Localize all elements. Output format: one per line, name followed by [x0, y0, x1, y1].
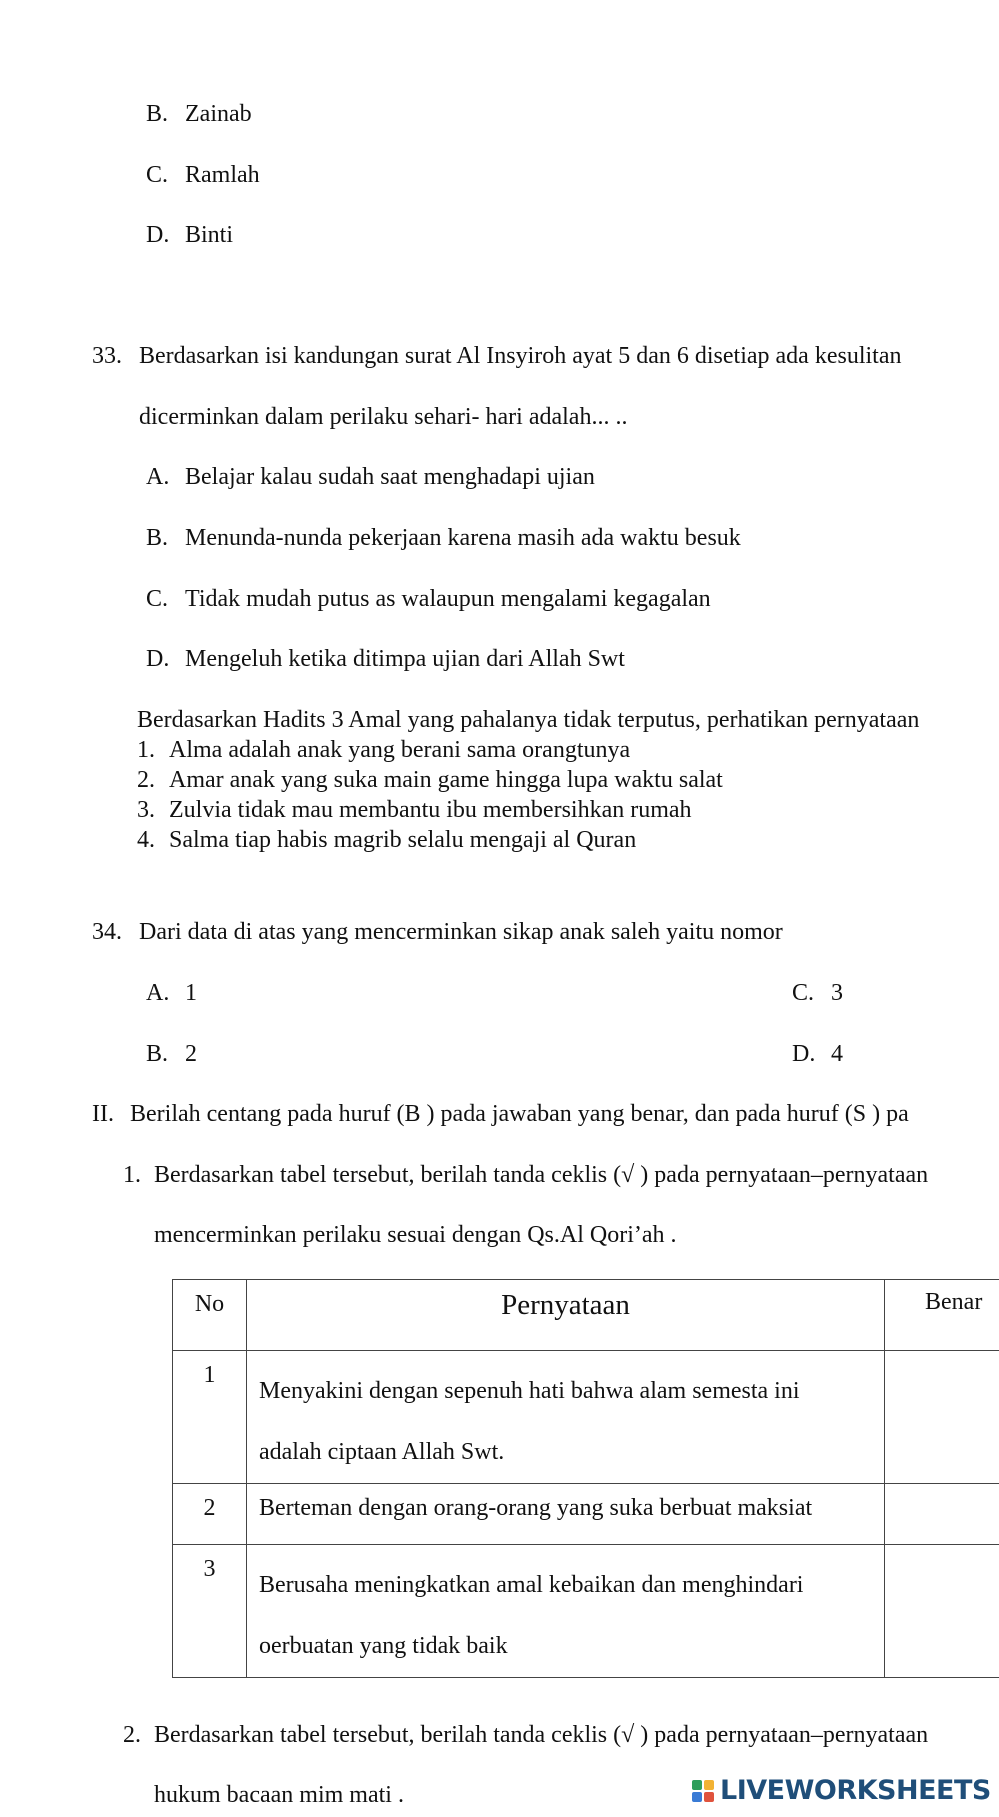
benar-checkbox-cell[interactable] [885, 1484, 999, 1545]
liveworksheets-wordmark: LIVEWORKSHEETS [720, 1774, 991, 1806]
q32-option-b-letter: B. [146, 101, 169, 127]
q33-option-text: Menunda-nunda pekerjaan karena masih ada waktu besuk [185, 525, 741, 551]
row-statement-line: Menyakini dengan sepenuh hati bahwa alam semesta ini [259, 1378, 800, 1404]
hadits-item-number: 3. [137, 797, 155, 823]
hadits-item-number: 1. [137, 737, 155, 763]
row-number: 1 [173, 1351, 247, 1484]
liveworksheets-logo [692, 1774, 991, 1808]
q34-question: Dari data di atas yang mencerminkan sikap anak saleh yaitu nomor [139, 919, 783, 945]
statement-table [172, 1279, 999, 1678]
logo-square-icon [692, 1792, 702, 1802]
section-2-number: II. [92, 1101, 114, 1127]
q33-option-text: Tidak mudah putus as walaupun mengalami kegagalan [185, 586, 711, 612]
row-statement-line: Berteman dengan orang-orang yang suka berbuat maksiat [259, 1495, 813, 1521]
logo-square-icon [704, 1792, 714, 1802]
q33-option-letter: C. [146, 586, 169, 612]
row-statement [247, 1484, 885, 1545]
table-row [173, 1545, 999, 1678]
logo-square-icon [704, 1780, 714, 1790]
row-statement [247, 1351, 885, 1484]
hadits-item-number: 4. [137, 827, 155, 853]
q34-option-c-text: 3 [831, 980, 843, 1006]
hadits-intro: Berdasarkan Hadits 3 Amal yang pahalanya tidak terputus, perhatikan pernyataan [137, 707, 920, 733]
item-2-number: 2. [123, 1722, 141, 1748]
header-no: No [173, 1280, 247, 1351]
row-statement-line: adalah ciptaan Allah Swt. [259, 1439, 505, 1465]
row-number: 3 [173, 1545, 247, 1678]
q32-option-c-letter: C. [146, 162, 169, 188]
hadits-item-text: Alma adalah anak yang berani sama orangtunya [169, 737, 631, 763]
q34-option-a-letter: A. [146, 980, 170, 1006]
q32-option-d-letter: D. [146, 222, 170, 248]
q34-option-d-letter: D. [792, 1041, 816, 1067]
q32-option-d-text: Binti [185, 222, 234, 248]
q32-option-c-text: Ramlah [185, 162, 260, 188]
table-header-row [173, 1280, 999, 1351]
item-2-line1: Berdasarkan tabel tersebut, berilah tanda ceklis (√ ) pada pernyataan–pernyataan [154, 1722, 929, 1748]
hadits-item-number: 2. [137, 767, 155, 793]
q34-option-b-text: 2 [185, 1041, 197, 1067]
item-2-line2: hukum bacaan mim mati . [154, 1782, 404, 1808]
q34-option-d-text: 4 [831, 1041, 843, 1067]
q33-number: 33. [92, 343, 122, 369]
q34-option-a-text: 1 [185, 980, 197, 1006]
header-benar: Benar [885, 1280, 999, 1351]
hadits-item-text: Salma tiap habis magrib selalu mengaji al Quran [169, 827, 637, 853]
table-row [173, 1484, 999, 1545]
benar-checkbox-cell[interactable] [885, 1545, 999, 1678]
benar-checkbox-cell[interactable] [885, 1351, 999, 1484]
q33-option-text: Mengeluh ketika ditimpa ujian dari Allah Swt [185, 646, 625, 672]
row-statement-line: oerbuatan yang tidak baik [259, 1633, 508, 1659]
q32-option-b-text: Zainab [185, 101, 252, 127]
hadits-item-text: Zulvia tidak mau membantu ibu membersihkan rumah [169, 797, 692, 823]
q33-option-letter: B. [146, 525, 169, 551]
q33-option-letter: A. [146, 464, 170, 490]
item-1-number: 1. [123, 1162, 141, 1188]
q33-question-line1: Berdasarkan isi kandungan surat Al Insyiroh ayat 5 dan 6 disetiap ada kesulitan [139, 343, 902, 369]
q34-number: 34. [92, 919, 122, 945]
row-statement [247, 1545, 885, 1678]
hadits-item-text: Amar anak yang suka main game hingga lupa waktu salat [169, 767, 723, 793]
row-number: 2 [173, 1484, 247, 1545]
header-statement: Pernyataan [247, 1280, 885, 1351]
q34-option-b-letter: B. [146, 1041, 169, 1067]
liveworksheets-logo-icon [692, 1780, 714, 1802]
item-1-line2: mencerminkan perilaku sesuai dengan Qs.Al Qori’ah . [154, 1222, 677, 1248]
row-statement-line: Berusaha meningkatkan amal kebaikan dan menghindari [259, 1572, 804, 1598]
section-2-instruction: Berilah centang pada huruf (B ) pada jawaban yang benar, dan pada huruf (S ) pa [130, 1101, 909, 1127]
q33-option-letter: D. [146, 646, 170, 672]
q33-question-line2: dicerminkan dalam perilaku sehari- hari adalah... .. [139, 404, 628, 430]
q34-option-c-letter: C. [792, 980, 815, 1006]
q33-option-text: Belajar kalau sudah saat menghadapi ujian [185, 464, 595, 490]
logo-square-icon [692, 1780, 702, 1790]
item-1-line1: Berdasarkan tabel tersebut, berilah tanda ceklis (√ ) pada pernyataan–pernyataan [154, 1162, 929, 1188]
table-row [173, 1351, 999, 1484]
